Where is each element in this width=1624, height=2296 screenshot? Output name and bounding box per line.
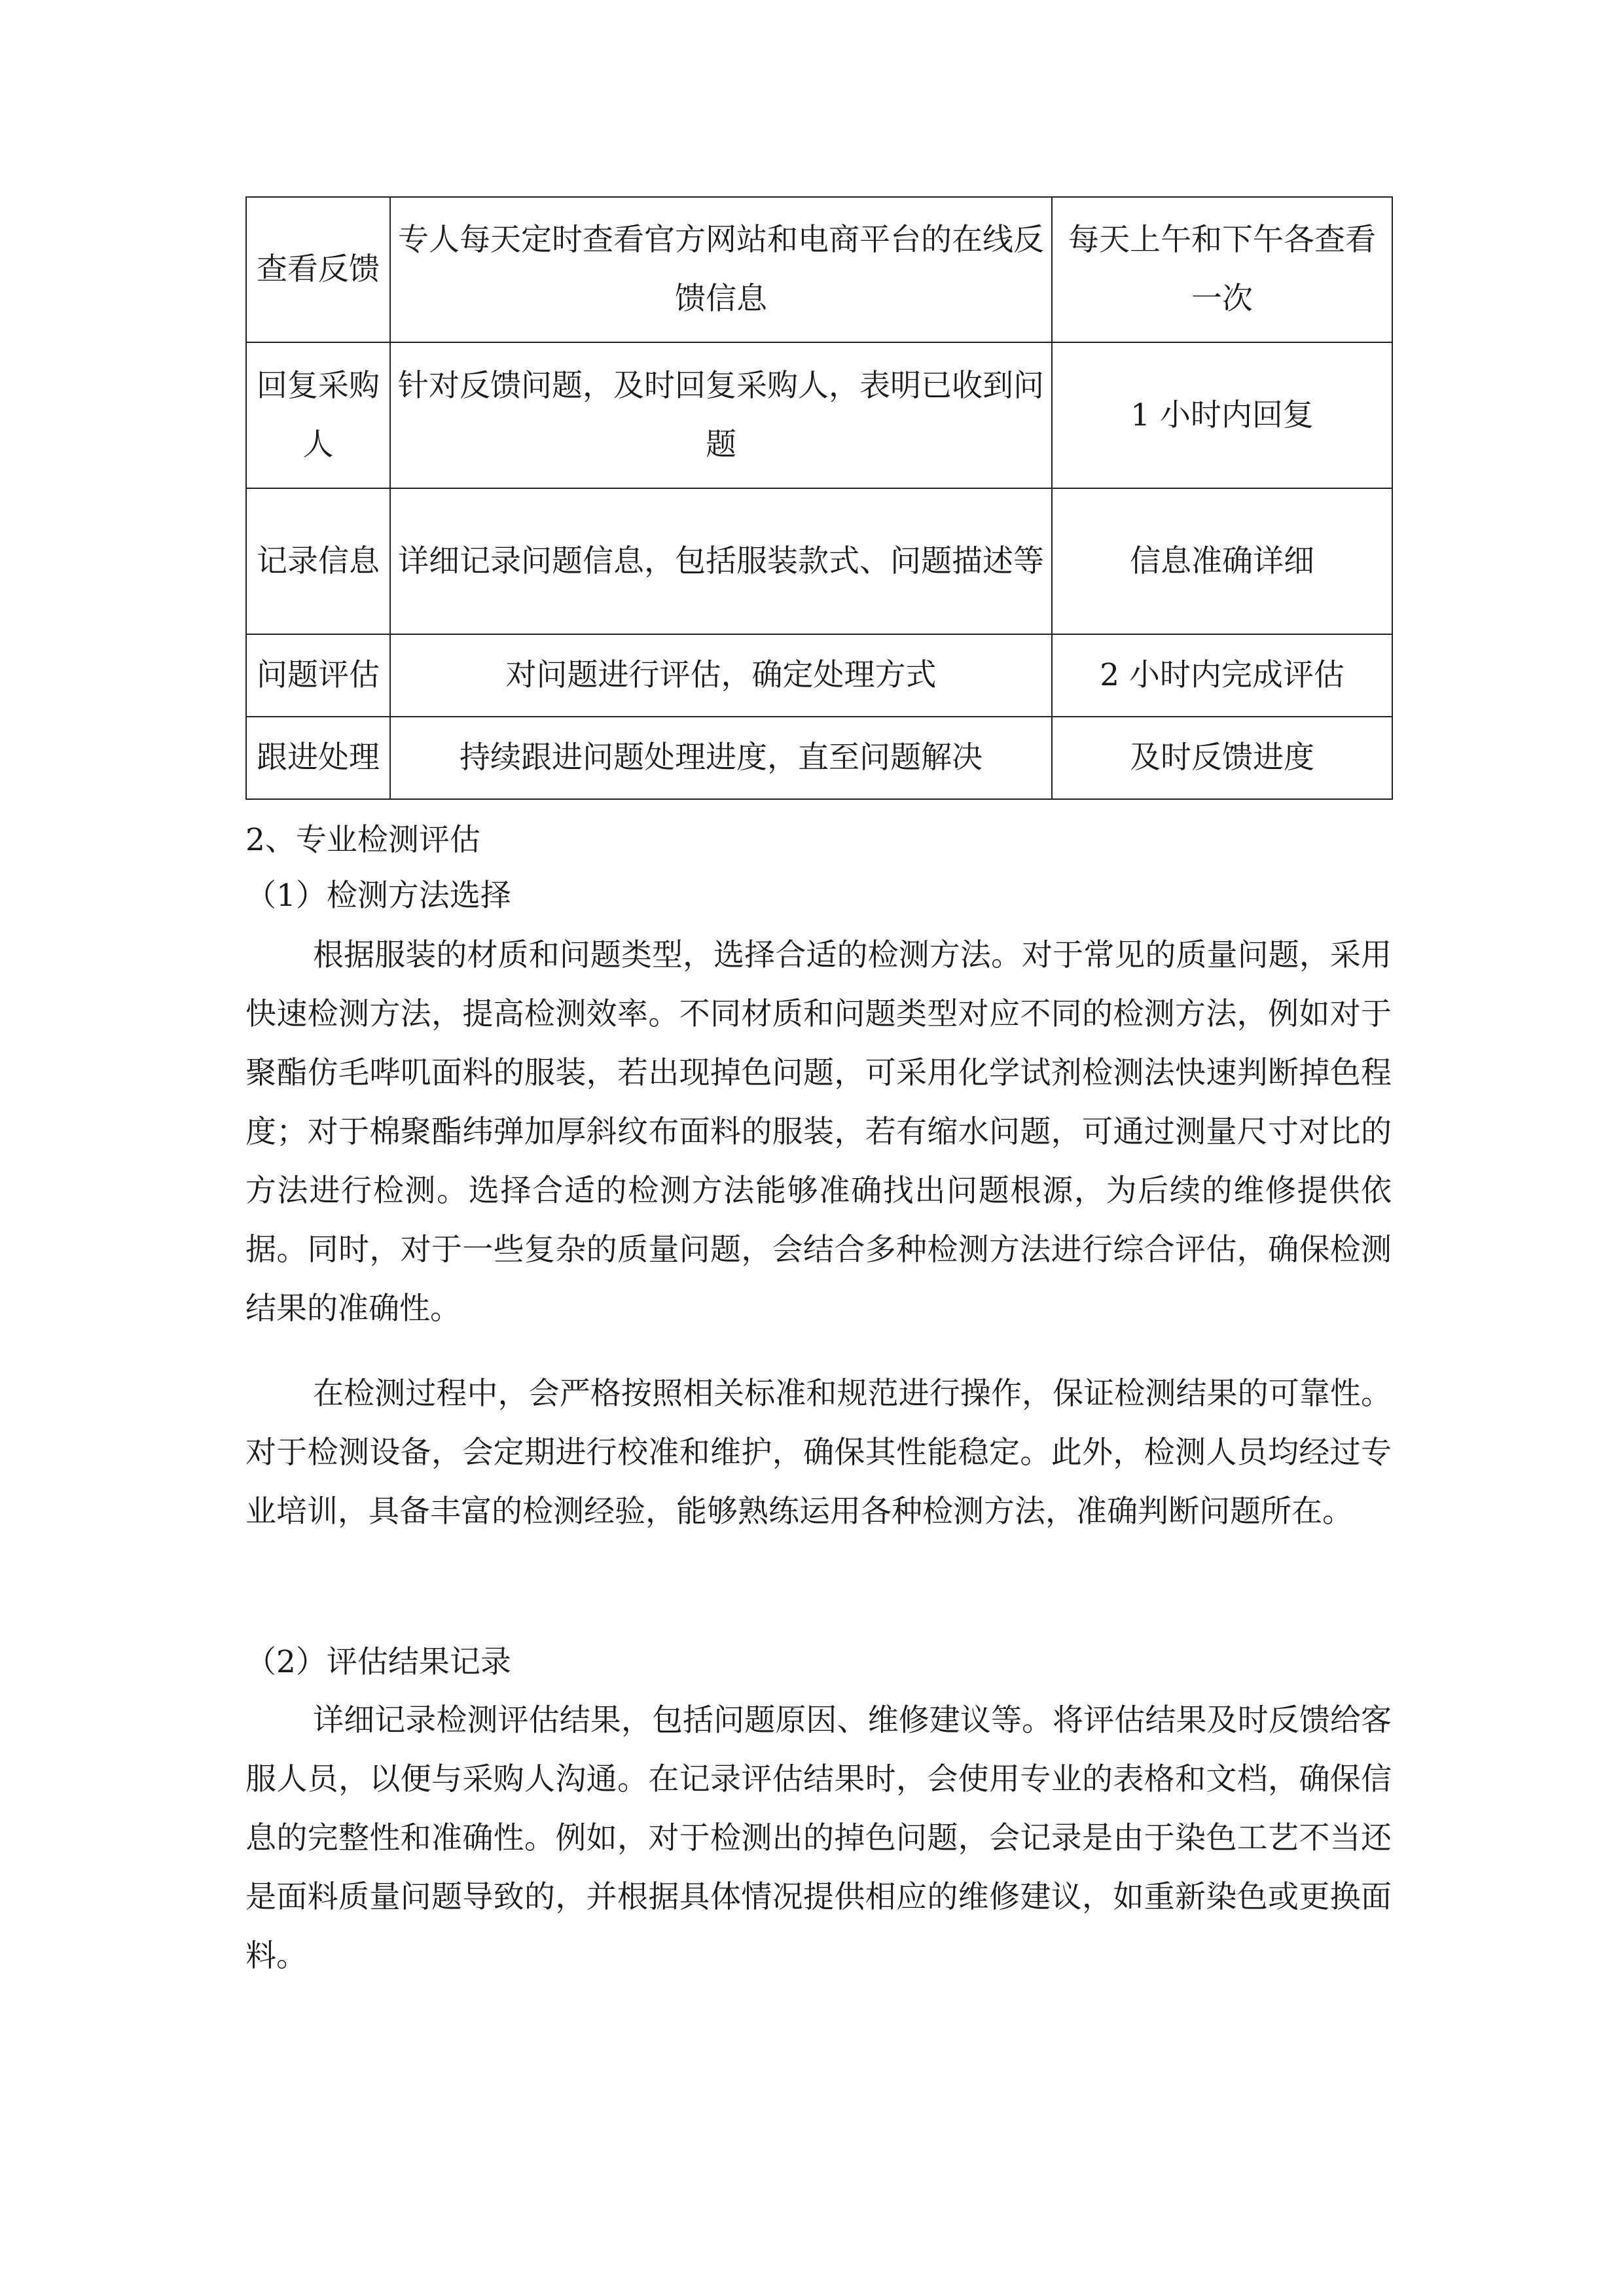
subsection-heading-method: （1）检测方法选择 bbox=[245, 878, 511, 914]
table-row bbox=[246, 342, 1392, 488]
content-cell: 详细记录问题信息，包括服装款式、问题描述等 bbox=[390, 488, 1052, 634]
requirement-cell: 信息准确详细 bbox=[1052, 488, 1392, 634]
paragraph-method-selection: 根据服装的材质和问题类型，选择合适的检测方法。对于常见的质量问题，采用快速检测方法，提高检测效率。不同材质和问题类型对应不同的检测方法，例如对于聚酯仿毛哔叽面料的服装，若出现掉色问题，可采用化学试剂检测法快速判断掉色程度；对于棉聚酯纬弹加厚斜纹布面料的服装，若有缩水问题，可通过测量尺寸对比的方法进行检测。选择合适的检测方法能够准确找出问题根源，为后续的维修提供依据。同时，对于一些复杂的质量问题，会结合多种检测方法进行综合评估，确保检测结果的准确性。 bbox=[245, 937, 1392, 1327]
step-cell: 查看反馈 bbox=[246, 197, 390, 342]
content-cell: 针对反馈问题，及时回复采购人，表明已收到问题 bbox=[390, 342, 1052, 488]
requirement-cell: 及时反馈进度 bbox=[1052, 717, 1392, 799]
subsection-heading-results: （2）评估结果记录 bbox=[245, 1644, 511, 1680]
content-cell: 专人每天定时查看官方网站和电商平台的在线反馈信息 bbox=[390, 197, 1052, 342]
content-cell: 持续跟进问题处理进度，直至问题解决 bbox=[390, 717, 1052, 799]
requirement-cell: 1 小时内回复 bbox=[1052, 342, 1392, 488]
table-row bbox=[246, 717, 1392, 799]
section-heading: 2、专业检测评估 bbox=[245, 822, 480, 858]
paragraph-results-record: 详细记录检测评估结果，包括问题原因、维修建议等。将评估结果及时反馈给客服人员，以便与采购人沟通。在记录评估结果时，会使用专业的表格和文档，确保信息的完整性和准确性。例如，对于检测出的掉色问题，会记录是由于染色工艺不当还是面料质量问题导致的，并根据具体情况提供相应的维修建议，如重新染色或更换面料。 bbox=[245, 1702, 1392, 1974]
step-cell: 跟进处理 bbox=[246, 717, 390, 799]
paragraph-method-process: 在检测过程中，会严格按照相关标准和规范进行操作，保证检测结果的可靠性。对于检测设备，会定期进行校准和维护，确保其性能稳定。此外，检测人员均经过专业培训，具备丰富的检测经验，能够熟练运用各种检测方法，准确判断问题所在。 bbox=[245, 1376, 1392, 1530]
table-row bbox=[246, 197, 1392, 342]
content-cell: 对问题进行评估，确定处理方式 bbox=[390, 634, 1052, 717]
step-cell: 回复采购人 bbox=[246, 342, 390, 488]
step-cell: 记录信息 bbox=[246, 488, 390, 634]
requirement-cell: 2 小时内完成评估 bbox=[1052, 634, 1392, 717]
table-row bbox=[246, 634, 1392, 717]
feedback-process-table bbox=[245, 196, 1393, 800]
step-cell: 问题评估 bbox=[246, 634, 390, 717]
table-row bbox=[246, 488, 1392, 634]
requirement-cell: 每天上午和下午各查看一次 bbox=[1052, 197, 1392, 342]
